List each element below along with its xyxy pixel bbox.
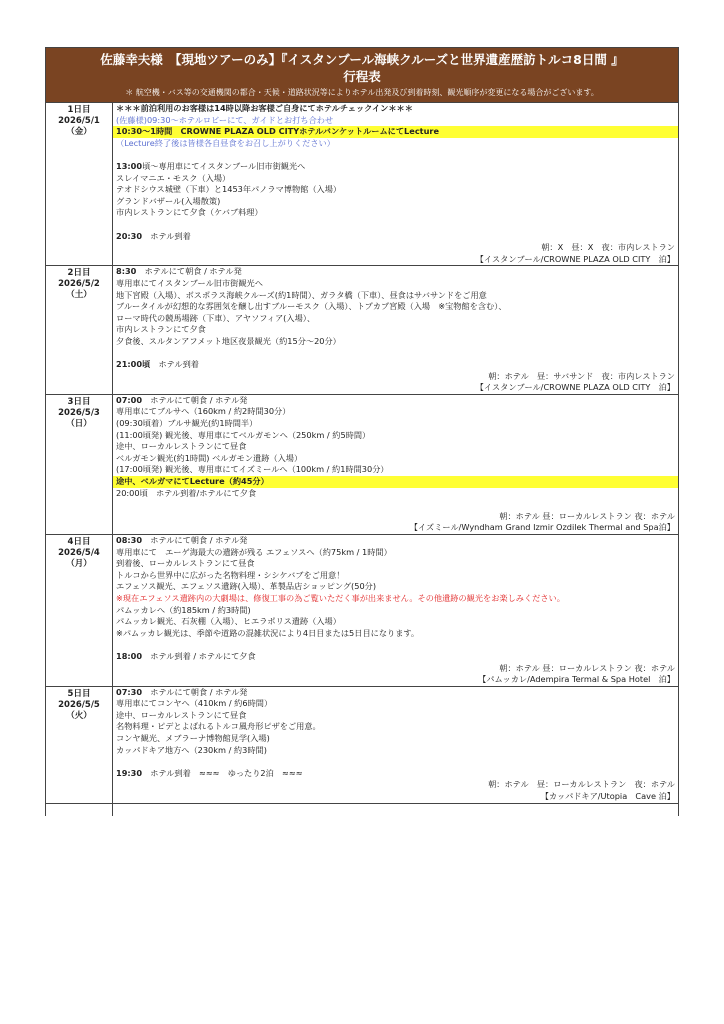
day-date: 2026/5/2 bbox=[58, 279, 100, 290]
schedule-line: 途中、ローカルレストランにて昼食 bbox=[116, 441, 247, 452]
time-description: ホテル到着 / ホテルにて夕食 bbox=[142, 650, 256, 661]
schedule-line: 専用車にてイスタンブール旧市街観光へ bbox=[116, 277, 263, 288]
schedule-line: パムッカレへ（約185km / 約3時間) bbox=[116, 604, 251, 615]
spacer-line bbox=[116, 347, 675, 359]
schedule-line: ベルガモン観光(約1時間) ベルガモン遺跡（入場） bbox=[116, 452, 303, 463]
day-date: 2026/5/5 bbox=[58, 699, 100, 710]
day-content bbox=[113, 395, 678, 534]
schedule-line: スレイマニエ・モスク（入場） bbox=[116, 172, 231, 183]
day-label: 1日目 bbox=[67, 105, 91, 115]
meal-hotel-line: 【イスタンブール/CROWNE PLAZA OLD CITY 泊】 bbox=[475, 253, 675, 264]
schedule-line: 市内レストランにて夕食（ケバブ料理） bbox=[116, 207, 263, 218]
time-line bbox=[116, 535, 675, 547]
meal-hotel-line: 朝：X 昼：X 夜：市内レストラン bbox=[541, 242, 675, 253]
day-weekday: （金） bbox=[66, 127, 92, 137]
time-description: ホテルにて朝食 / ホテル発 bbox=[136, 266, 242, 277]
schedule-line: グランドバザール(入場散策) bbox=[116, 195, 221, 206]
time-description: ホテル到着 ≈≈≈ ゆったり2泊 ≈≈≈ bbox=[142, 767, 303, 778]
time-line bbox=[116, 687, 675, 699]
spacer-line bbox=[116, 219, 675, 231]
note-line: （Lecture終了後は皆様各自昼食をお召し上がりください） bbox=[116, 137, 335, 148]
day-label: 5日目 bbox=[67, 688, 91, 699]
schedule-line: コンヤ観光、メブラーナ博物館見学(入場) bbox=[116, 733, 270, 744]
time-line bbox=[116, 359, 675, 371]
time-label: 13:00 bbox=[116, 160, 143, 171]
day-date: 2026/5/1 bbox=[58, 116, 100, 126]
time-label: 20:30 bbox=[116, 230, 143, 241]
schedule-line: 専用車にてコンヤへ（410km / 約6時間） bbox=[116, 698, 273, 709]
schedule-change-note: ＊ 航空機・バス等の交通機関の都合・天候・道路状況等によりホテル出発及び到着時刻、観光順序が変更になる場合がございます。 bbox=[125, 88, 599, 97]
schedule-line: (17:00頃発) 観光後、専用車にてイズミールへ（100km / 約1時間30分） bbox=[116, 464, 389, 475]
time-description: ホテル到着 bbox=[142, 230, 191, 241]
meal-hotel-line: 【イズミール/Wyndham Grand Izmir Ozdilek Thermal and Spa泊】 bbox=[409, 522, 675, 533]
itinerary-sheet bbox=[45, 47, 684, 816]
time-description: ホテルにて朝食 / ホテル発 bbox=[142, 394, 248, 405]
day-row bbox=[46, 102, 678, 265]
day-cell bbox=[46, 395, 113, 534]
schedule-line: トルコから世界中に広がった名物料理・シシケバブをご用意！ bbox=[116, 569, 345, 580]
tour-title: 佐藤幸夫様 【現地ツアーのみ】『イスタンブール海峡クルーズと世界遺産歴訪トルコ8日間 』 bbox=[100, 52, 624, 67]
time-line bbox=[116, 231, 675, 243]
empty-trailing-row bbox=[46, 803, 678, 816]
time-line bbox=[116, 266, 675, 278]
day-list bbox=[46, 102, 684, 803]
schedule-line: テオドシウス城壁（下車）と1453年パノラマ博物館（入場） bbox=[116, 184, 342, 195]
highlighted-line: 途中、ベルガマにてLecture（約45分） bbox=[113, 476, 678, 488]
content-cell-empty bbox=[113, 804, 678, 816]
schedule-line: (11:00頃発) 観光後、専用車にてベルガモンへ（250km / 約5時間） bbox=[116, 429, 371, 440]
highlighted-line: 10:30～1時間 CROWNE PLAZA OLD CITYホテルバンケットルームにてLecture bbox=[113, 126, 678, 138]
schedule-line: カッパドキア地方へ（230km / 約3時間) bbox=[116, 744, 267, 755]
schedule-line: 夕食後、スルタンアフメット地区夜景観光（約15分～20分） bbox=[116, 335, 341, 346]
day-content bbox=[113, 103, 678, 265]
meal-hotel-line: 【パムッカレ/Adempira Termal & Spa Hotel 泊】 bbox=[478, 674, 675, 685]
day-weekday: （火） bbox=[66, 710, 92, 721]
day-cell-empty bbox=[46, 804, 113, 816]
spacer-line bbox=[116, 499, 675, 511]
time-label: 21:00頃 bbox=[116, 359, 151, 370]
meal-hotel-line: 朝：ホテル 昼：ローカルレストラン 夜：ホテル bbox=[499, 662, 675, 673]
day-label: 4日目 bbox=[67, 536, 91, 547]
itinerary-header bbox=[46, 48, 678, 102]
day-content bbox=[113, 686, 684, 803]
day-content bbox=[113, 535, 678, 686]
day-date: 2026/5/3 bbox=[58, 407, 100, 418]
spacer-line bbox=[116, 149, 675, 161]
meal-hotel-line: 【イスタンブール/CROWNE PLAZA OLD CITY 泊】 bbox=[475, 382, 675, 393]
schedule-line: ＊＊＊前泊利用のお客様は14時以降お客様ご自身にてホテルチェックイン＊＊＊ bbox=[116, 103, 413, 113]
meal-hotel-line: 朝：ホテル 昼：サバサンド 夜：市内レストラン bbox=[488, 370, 675, 381]
schedule-line: 市内レストランにて夕食 bbox=[116, 324, 206, 335]
schedule-line: 到着後、ローカルレストランにて昼食 bbox=[116, 558, 255, 569]
day-weekday: （土） bbox=[66, 290, 92, 301]
time-description: ホテルにて朝食 / ホテル発 bbox=[142, 534, 248, 545]
day-row bbox=[46, 265, 678, 394]
meal-hotel-line: 朝：ホテル 昼：ローカルレストラン 夜：ホテル bbox=[499, 510, 675, 521]
schedule-line: 専用車にて エーゲ海最大の遺跡が残る エフェソスへ（約75km / 1時間） bbox=[116, 546, 392, 557]
day-cell bbox=[46, 535, 113, 686]
time-label: 08:30 bbox=[116, 534, 143, 545]
schedule-line: エフェソス観光、エフェソス遺跡(入場）、革製品店ショッピング(50分) bbox=[116, 581, 377, 592]
time-description: 頃～専用車にてイスタンブール旧市街観光へ bbox=[142, 160, 306, 171]
schedule-line: パムッカレ観光、石灰棚（入場）、ヒエラポリス遺跡（入場） bbox=[116, 616, 341, 627]
day-label: 3日目 bbox=[67, 396, 91, 407]
time-label: 18:00 bbox=[116, 650, 143, 661]
day-weekday: （日） bbox=[66, 418, 92, 429]
schedule-line: (09:30頃着）ブルサ観光(約1時間半） bbox=[116, 418, 258, 429]
schedule-line: 地下宮殿（入場）、ボスポラス海峡クルーズ(約1時間）、ガラタ橋（下車）、昼食はサバサンドをご用意 bbox=[116, 289, 487, 300]
time-line bbox=[116, 768, 675, 780]
schedule-line: 20:00頃 ホテル到着/ホテルにて夕食 bbox=[116, 487, 257, 498]
day-row bbox=[46, 686, 684, 803]
time-description: ホテル到着 bbox=[150, 359, 199, 370]
time-label: 19:30 bbox=[116, 767, 143, 778]
itinerary-subtitle: 行程表 bbox=[343, 69, 381, 84]
day-row bbox=[46, 534, 678, 686]
warning-line: ※現在エフェソス遺跡内の大劇場は、修復工事の為ご覧いただく事が出来ません。その他遺跡の観光をお楽しみください。 bbox=[116, 592, 565, 603]
schedule-line: ローマ時代の競馬場跡（下車）、アヤソフィア(入場）、 bbox=[116, 312, 316, 323]
time-line bbox=[116, 161, 675, 173]
schedule-line: 途中、ローカルレストランにて昼食 bbox=[116, 709, 247, 720]
spacer-line bbox=[116, 756, 675, 768]
time-label: 8:30 bbox=[116, 266, 137, 277]
meal-hotel-line: 朝：ホテル 昼：ローカルレストラン 夜：ホテル bbox=[488, 779, 684, 790]
day-cell bbox=[46, 266, 113, 394]
day-weekday: （月） bbox=[66, 558, 92, 569]
schedule-line: 専用車にてブルサへ（160km / 約2時間30分） bbox=[116, 406, 291, 417]
meal-hotel-line: 【カッパドキア/Utopia Cave 泊】 bbox=[540, 791, 675, 802]
day-date: 2026/5/4 bbox=[58, 547, 100, 558]
time-line bbox=[116, 395, 675, 407]
time-line bbox=[116, 651, 675, 663]
spacer-line bbox=[116, 639, 675, 651]
schedule-line: 名物料理・ピデとよばれるトルコ風舟形ピザをご用意。 bbox=[116, 721, 321, 732]
day-row bbox=[46, 394, 678, 534]
time-label: 07:00 bbox=[116, 394, 143, 405]
time-description: ホテルにて朝食 / ホテル発 bbox=[142, 686, 248, 697]
day-cell bbox=[46, 103, 113, 265]
day-label: 2日目 bbox=[67, 268, 91, 279]
day-cell bbox=[46, 687, 113, 803]
day-content bbox=[113, 266, 678, 394]
note-line: (佐藤様)09:30～ホテルロビーにて、ガイドとお打ち合わせ bbox=[116, 114, 334, 125]
schedule-line: ※パムッカレ観光は、季節や道路の混雑状況により4日目または5日目になります。 bbox=[116, 627, 420, 638]
time-label: 07:30 bbox=[116, 686, 143, 697]
schedule-line: ブルータイルが幻想的な雰囲気を醸し出すブルーモスク（入場）、トプカプ宮殿（入場 ※宝物館を含む）、 bbox=[116, 301, 507, 312]
